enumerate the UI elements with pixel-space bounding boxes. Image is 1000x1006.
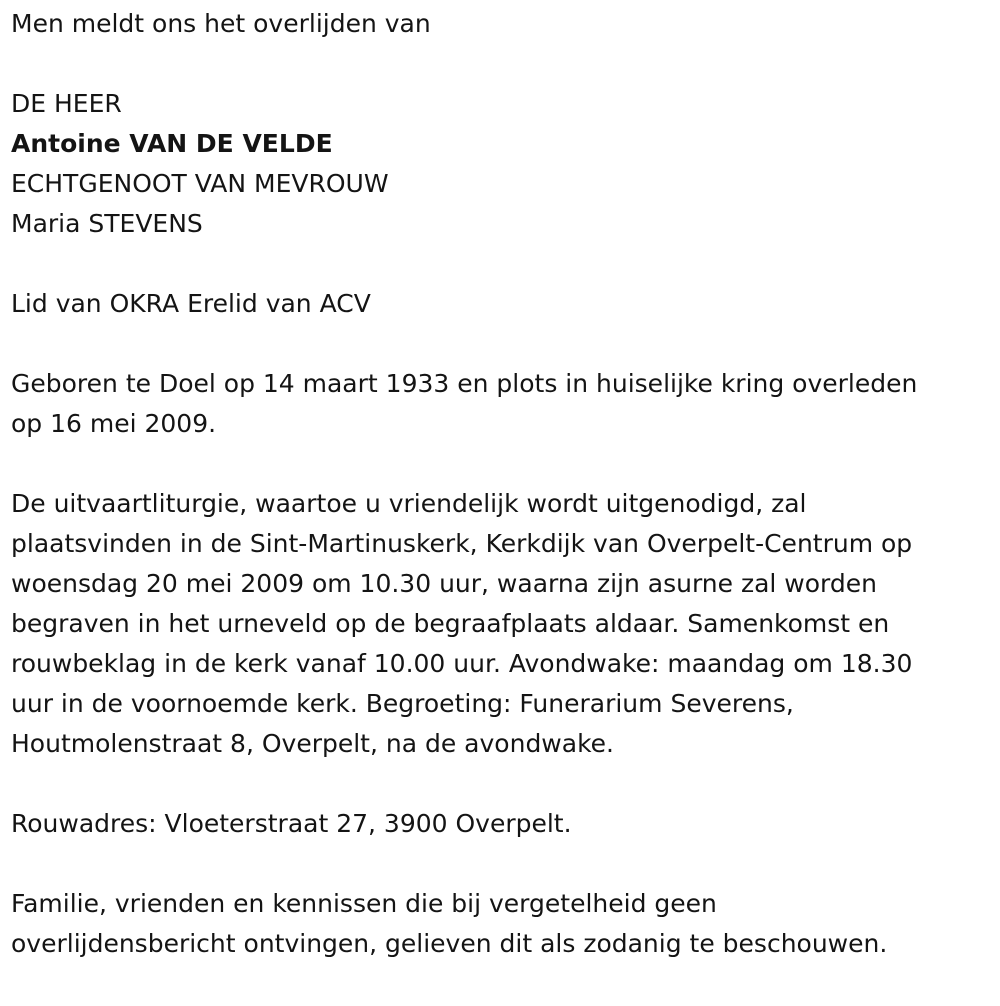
paragraph-line: woensdag 20 mei 2009 om 10.30 uur, waarna zijn asurne zal worden — [11, 569, 877, 598]
paragraph-line: Geboren te Doel op 14 maart 1933 en plots in huiselijke kring overleden — [11, 369, 918, 398]
paragraph-line: Houtmolenstraat 8, Overpelt, na de avondwake. — [11, 729, 614, 758]
deceased-name: Antoine VAN DE VELDE — [11, 129, 333, 158]
spacer — [11, 44, 986, 84]
mourning-address: Rouwadres: Vloeterstraat 27, 3900 Overpelt. — [11, 809, 572, 838]
paragraph-line: plaatsvinden in de Sint-Martinuskerk, Kerkdijk van Overpelt-Centrum op — [11, 529, 913, 558]
spacer — [11, 844, 986, 884]
spacer — [11, 764, 986, 804]
spacer — [11, 444, 986, 484]
spacer — [11, 244, 986, 284]
paragraph-line: overlijdensbericht ontvingen, gelieven dit als zodanig te beschouwen. — [11, 929, 888, 958]
membership-text: Lid van OKRA Erelid van ACV — [11, 289, 371, 318]
paragraph-line: op 16 mei 2009. — [11, 409, 217, 438]
birth-death-paragraph — [11, 364, 986, 444]
spouse-name: Maria STEVENS — [11, 209, 203, 238]
death-notice — [11, 4, 986, 964]
relation-text: ECHTGENOOT VAN MEVROUW — [11, 169, 389, 198]
paragraph-line: begraven in het urneveld op de begraafplaats aldaar. Samenkomst en — [11, 609, 890, 638]
paragraph-line: rouwbeklag in de kerk vanaf 10.00 uur. Avondwake: maandag om 18.30 — [11, 649, 913, 678]
closing-paragraph — [11, 884, 986, 964]
intro-text: Men meldt ons het overlijden van — [11, 9, 431, 38]
funeral-paragraph — [11, 484, 986, 764]
honorific-title: DE HEER — [11, 89, 122, 118]
paragraph-line: uur in de voornoemde kerk. Begroeting: Funerarium Severens, — [11, 689, 794, 718]
paragraph-line: Familie, vrienden en kennissen die bij vergetelheid geen — [11, 889, 717, 918]
paragraph-line: De uitvaartliturgie, waartoe u vriendelijk wordt uitgenodigd, zal — [11, 489, 807, 518]
spacer — [11, 324, 986, 364]
